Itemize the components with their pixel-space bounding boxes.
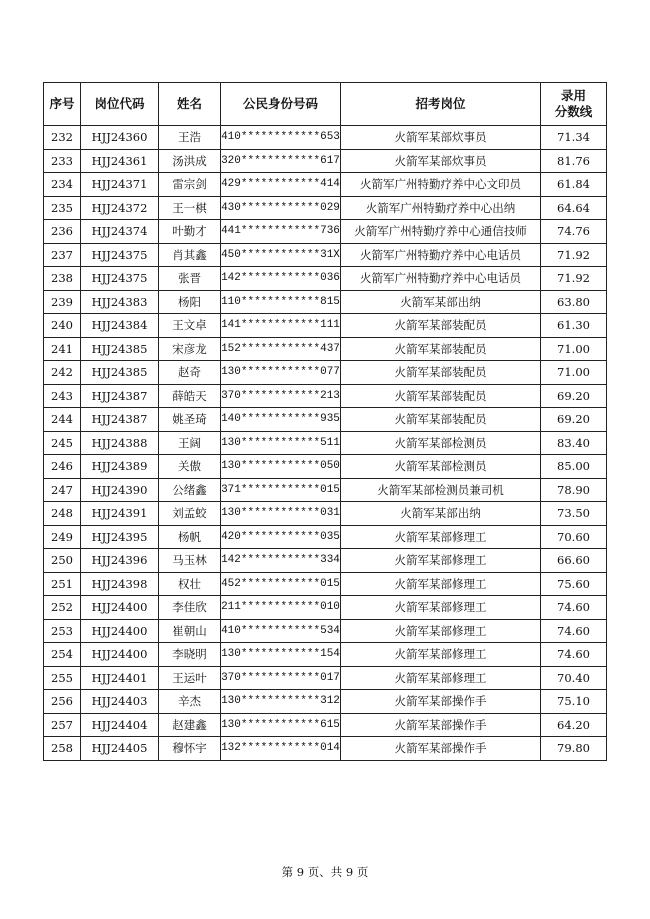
cell-id-number: 130************154 xyxy=(221,643,341,667)
cell-score: 74.60 xyxy=(541,619,607,643)
cell-position: 火箭军某部修理工 xyxy=(341,596,541,620)
cell-name: 雷宗剑 xyxy=(159,173,221,197)
cell-name: 汤洪成 xyxy=(159,149,221,173)
cell-post-code: HJJ24401 xyxy=(81,666,159,690)
cell-seq: 232 xyxy=(44,126,81,150)
cell-post-code: HJJ24389 xyxy=(81,455,159,479)
cell-score: 69.20 xyxy=(541,408,607,432)
cell-position: 火箭军某部修理工 xyxy=(341,549,541,573)
cell-id-number: 142************036 xyxy=(221,267,341,291)
cell-position: 火箭军某部出纳 xyxy=(341,290,541,314)
cell-seq: 244 xyxy=(44,408,81,432)
cell-seq: 255 xyxy=(44,666,81,690)
cell-seq: 236 xyxy=(44,220,81,244)
cell-post-code: HJJ24361 xyxy=(81,149,159,173)
cell-score: 74.76 xyxy=(541,220,607,244)
cell-id-number: 152************437 xyxy=(221,337,341,361)
cell-id-number: 110************815 xyxy=(221,290,341,314)
table-row xyxy=(44,314,607,338)
table-row xyxy=(44,455,607,479)
cell-position: 火箭军某部检测员兼司机 xyxy=(341,478,541,502)
cell-score: 71.00 xyxy=(541,337,607,361)
cell-post-code: HJJ24403 xyxy=(81,690,159,714)
cell-id-number: 410************653 xyxy=(221,126,341,150)
cell-post-code: HJJ24360 xyxy=(81,126,159,150)
header-name: 姓名 xyxy=(159,83,221,126)
cell-name: 叶勤才 xyxy=(159,220,221,244)
cell-score: 74.60 xyxy=(541,596,607,620)
cell-position: 火箭军某部炊事员 xyxy=(341,149,541,173)
cell-seq: 248 xyxy=(44,502,81,526)
cell-id-number: 370************213 xyxy=(221,384,341,408)
cell-post-code: HJJ24400 xyxy=(81,643,159,667)
cell-name: 杨阳 xyxy=(159,290,221,314)
cell-seq: 240 xyxy=(44,314,81,338)
cell-position: 火箭军某部修理工 xyxy=(341,525,541,549)
cell-post-code: HJJ24383 xyxy=(81,290,159,314)
table-body xyxy=(44,126,607,761)
cell-seq: 258 xyxy=(44,737,81,761)
cell-score: 75.60 xyxy=(541,572,607,596)
table-row xyxy=(44,690,607,714)
cell-position: 火箭军某部修理工 xyxy=(341,572,541,596)
cell-score: 69.20 xyxy=(541,384,607,408)
cell-name: 公绪鑫 xyxy=(159,478,221,502)
cell-score: 64.20 xyxy=(541,713,607,737)
cell-post-code: HJJ24384 xyxy=(81,314,159,338)
cell-seq: 257 xyxy=(44,713,81,737)
cell-id-number: 211************010 xyxy=(221,596,341,620)
cell-name: 宋彦龙 xyxy=(159,337,221,361)
cell-id-number: 441************736 xyxy=(221,220,341,244)
cell-post-code: HJJ24371 xyxy=(81,173,159,197)
cell-position: 火箭军广州特勤疗养中心电话员 xyxy=(341,243,541,267)
cell-score: 71.34 xyxy=(541,126,607,150)
cell-post-code: HJJ24400 xyxy=(81,596,159,620)
cell-name: 肖其鑫 xyxy=(159,243,221,267)
header-position: 招考岗位 xyxy=(341,83,541,126)
cell-name: 赵奇 xyxy=(159,361,221,385)
cell-id-number: 130************077 xyxy=(221,361,341,385)
header-id-number: 公民身份号码 xyxy=(221,83,341,126)
cell-post-code: HJJ24400 xyxy=(81,619,159,643)
cell-post-code: HJJ24375 xyxy=(81,243,159,267)
cell-score: 70.40 xyxy=(541,666,607,690)
cell-score: 78.90 xyxy=(541,478,607,502)
cell-name: 赵建鑫 xyxy=(159,713,221,737)
cell-position: 火箭军某部出纳 xyxy=(341,502,541,526)
cell-position: 火箭军某部修理工 xyxy=(341,619,541,643)
cell-name: 王运叶 xyxy=(159,666,221,690)
cell-id-number: 132************014 xyxy=(221,737,341,761)
cell-name: 薛皓天 xyxy=(159,384,221,408)
cell-score: 66.60 xyxy=(541,549,607,573)
cell-score: 73.50 xyxy=(541,502,607,526)
cell-name: 辛杰 xyxy=(159,690,221,714)
cell-name: 杨帆 xyxy=(159,525,221,549)
cell-seq: 246 xyxy=(44,455,81,479)
cell-id-number: 429************414 xyxy=(221,173,341,197)
cell-post-code: HJJ24372 xyxy=(81,196,159,220)
cell-seq: 251 xyxy=(44,572,81,596)
cell-score: 81.76 xyxy=(541,149,607,173)
cell-id-number: 130************312 xyxy=(221,690,341,714)
cell-position: 火箭军某部操作手 xyxy=(341,713,541,737)
cell-position: 火箭军某部装配员 xyxy=(341,361,541,385)
cell-position: 火箭军某部操作手 xyxy=(341,690,541,714)
header-score-line1: 录用 xyxy=(560,88,586,103)
cell-id-number: 450************31X xyxy=(221,243,341,267)
cell-name: 权壮 xyxy=(159,572,221,596)
table-row xyxy=(44,478,607,502)
cell-id-number: 141************111 xyxy=(221,314,341,338)
table-row xyxy=(44,619,607,643)
table-row xyxy=(44,384,607,408)
cell-name: 张晋 xyxy=(159,267,221,291)
cell-seq: 234 xyxy=(44,173,81,197)
cell-position: 火箭军某部检测员 xyxy=(341,431,541,455)
table-row xyxy=(44,643,607,667)
cell-id-number: 452************015 xyxy=(221,572,341,596)
table-row xyxy=(44,173,607,197)
cell-score: 61.30 xyxy=(541,314,607,338)
cell-position: 火箭军某部装配员 xyxy=(341,314,541,338)
cell-seq: 242 xyxy=(44,361,81,385)
cell-seq: 238 xyxy=(44,267,81,291)
table-row xyxy=(44,149,607,173)
table-row xyxy=(44,666,607,690)
cell-score: 79.80 xyxy=(541,737,607,761)
table-row xyxy=(44,290,607,314)
cell-id-number: 371************015 xyxy=(221,478,341,502)
cell-id-number: 320************617 xyxy=(221,149,341,173)
cell-seq: 239 xyxy=(44,290,81,314)
cell-post-code: HJJ24396 xyxy=(81,549,159,573)
cell-post-code: HJJ24385 xyxy=(81,361,159,385)
cell-seq: 249 xyxy=(44,525,81,549)
cell-id-number: 140************935 xyxy=(221,408,341,432)
cell-score: 83.40 xyxy=(541,431,607,455)
cell-seq: 237 xyxy=(44,243,81,267)
table-row xyxy=(44,525,607,549)
admission-score-table xyxy=(43,82,607,761)
cell-seq: 245 xyxy=(44,431,81,455)
cell-score: 74.60 xyxy=(541,643,607,667)
cell-position: 火箭军广州特勤疗养中心通信技师 xyxy=(341,220,541,244)
table-row xyxy=(44,596,607,620)
table-row xyxy=(44,220,607,244)
cell-position: 火箭军广州特勤疗养中心电话员 xyxy=(341,267,541,291)
cell-score: 70.60 xyxy=(541,525,607,549)
cell-name: 崔朝山 xyxy=(159,619,221,643)
table-row xyxy=(44,502,607,526)
page-footer: 第 9 页、共 9 页 xyxy=(281,865,369,879)
cell-id-number: 130************511 xyxy=(221,431,341,455)
cell-score: 61.84 xyxy=(541,173,607,197)
cell-seq: 233 xyxy=(44,149,81,173)
cell-position: 火箭军某部修理工 xyxy=(341,643,541,667)
cell-position: 火箭军某部检测员 xyxy=(341,455,541,479)
cell-post-code: HJJ24404 xyxy=(81,713,159,737)
cell-score: 85.00 xyxy=(541,455,607,479)
cell-name: 李佳欣 xyxy=(159,596,221,620)
cell-position: 火箭军某部装配员 xyxy=(341,337,541,361)
cell-post-code: HJJ24398 xyxy=(81,572,159,596)
table-row xyxy=(44,361,607,385)
table-row xyxy=(44,408,607,432)
cell-name: 穆怀宇 xyxy=(159,737,221,761)
table-row xyxy=(44,737,607,761)
cell-post-code: HJJ24387 xyxy=(81,408,159,432)
cell-position: 火箭军某部炊事员 xyxy=(341,126,541,150)
cell-seq: 250 xyxy=(44,549,81,573)
header-score-line2: 分数线 xyxy=(554,104,593,119)
cell-post-code: HJJ24405 xyxy=(81,737,159,761)
table-header-row xyxy=(44,83,607,126)
cell-id-number: 130************615 xyxy=(221,713,341,737)
cell-id-number: 430************029 xyxy=(221,196,341,220)
cell-name: 王文卓 xyxy=(159,314,221,338)
cell-post-code: HJJ24375 xyxy=(81,267,159,291)
table-row xyxy=(44,337,607,361)
cell-seq: 254 xyxy=(44,643,81,667)
cell-seq: 241 xyxy=(44,337,81,361)
cell-id-number: 420************035 xyxy=(221,525,341,549)
cell-score: 71.92 xyxy=(541,243,607,267)
cell-name: 姚圣琦 xyxy=(159,408,221,432)
cell-seq: 235 xyxy=(44,196,81,220)
table-row xyxy=(44,267,607,291)
cell-score: 64.64 xyxy=(541,196,607,220)
cell-post-code: HJJ24395 xyxy=(81,525,159,549)
cell-post-code: HJJ24391 xyxy=(81,502,159,526)
table-row xyxy=(44,243,607,267)
table-row xyxy=(44,713,607,737)
cell-position: 火箭军广州特勤疗养中心文印员 xyxy=(341,173,541,197)
cell-name: 王浩 xyxy=(159,126,221,150)
cell-seq: 243 xyxy=(44,384,81,408)
cell-id-number: 130************031 xyxy=(221,502,341,526)
cell-score: 71.00 xyxy=(541,361,607,385)
cell-id-number: 142************334 xyxy=(221,549,341,573)
cell-seq: 247 xyxy=(44,478,81,502)
table-row xyxy=(44,431,607,455)
cell-name: 王一棋 xyxy=(159,196,221,220)
cell-score: 71.92 xyxy=(541,267,607,291)
cell-position: 火箭军某部操作手 xyxy=(341,737,541,761)
header-post-code: 岗位代码 xyxy=(81,83,159,126)
cell-seq: 252 xyxy=(44,596,81,620)
cell-score: 75.10 xyxy=(541,690,607,714)
cell-name: 王阔 xyxy=(159,431,221,455)
cell-post-code: HJJ24388 xyxy=(81,431,159,455)
header-score xyxy=(541,83,607,126)
cell-position: 火箭军某部修理工 xyxy=(341,666,541,690)
header-seq: 序号 xyxy=(44,83,81,126)
cell-id-number: 370************017 xyxy=(221,666,341,690)
table-row xyxy=(44,126,607,150)
cell-position: 火箭军某部装配员 xyxy=(341,384,541,408)
table-row xyxy=(44,196,607,220)
cell-name: 刘孟蛟 xyxy=(159,502,221,526)
cell-post-code: HJJ24390 xyxy=(81,478,159,502)
cell-id-number: 130************050 xyxy=(221,455,341,479)
cell-seq: 253 xyxy=(44,619,81,643)
cell-name: 马玉林 xyxy=(159,549,221,573)
cell-seq: 256 xyxy=(44,690,81,714)
cell-name: 李晓明 xyxy=(159,643,221,667)
cell-score: 63.80 xyxy=(541,290,607,314)
cell-post-code: HJJ24387 xyxy=(81,384,159,408)
cell-post-code: HJJ24374 xyxy=(81,220,159,244)
cell-position: 火箭军广州特勤疗养中心出纳 xyxy=(341,196,541,220)
cell-position: 火箭军某部装配员 xyxy=(341,408,541,432)
cell-post-code: HJJ24385 xyxy=(81,337,159,361)
table-row xyxy=(44,572,607,596)
cell-name: 关傲 xyxy=(159,455,221,479)
table-row xyxy=(44,549,607,573)
cell-id-number: 410************534 xyxy=(221,619,341,643)
